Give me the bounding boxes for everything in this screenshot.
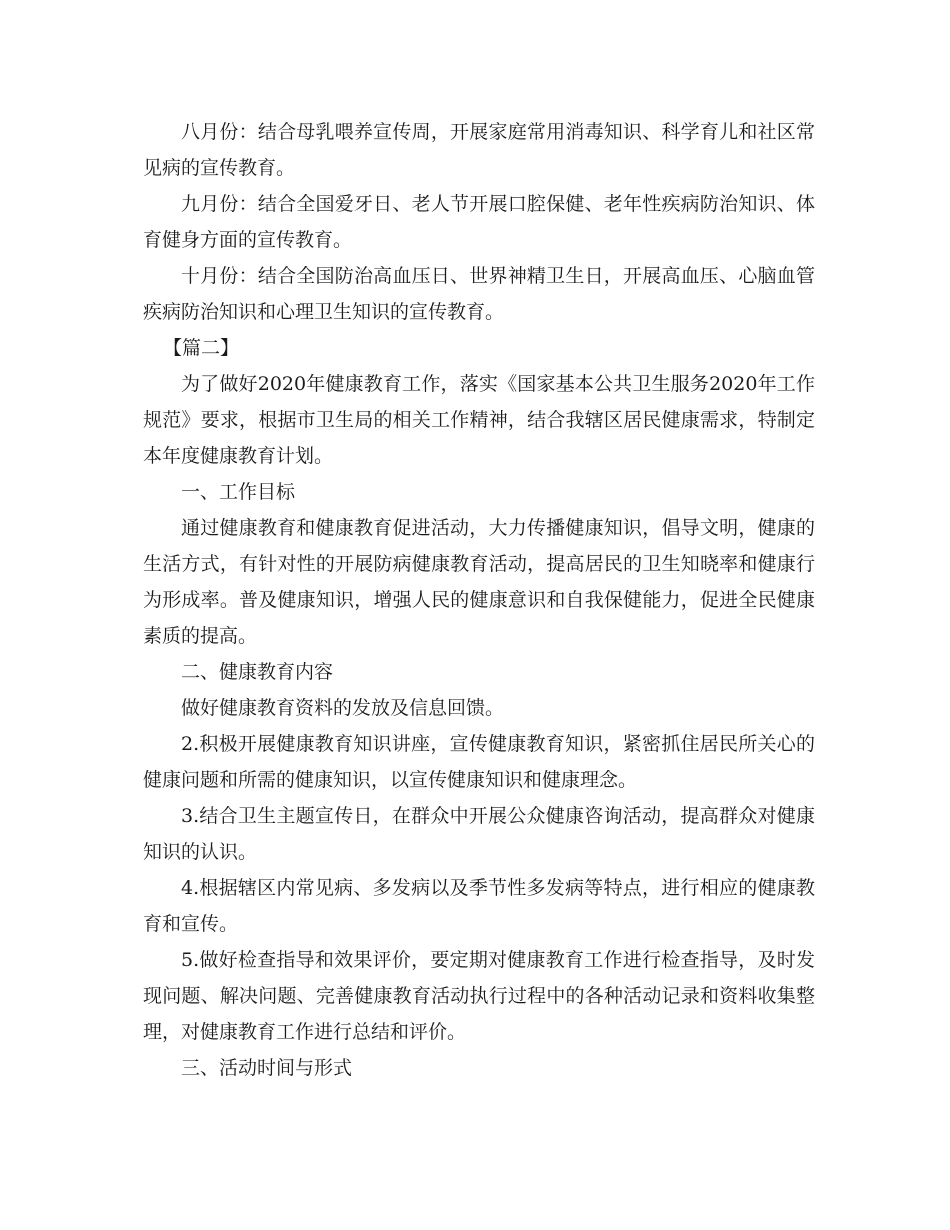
paragraph-item-2: 2.积极开展健康教育知识讲座，宣传健康教育知识，紧密抓住居民所关心的健康问题和所需的健康知识，以宣传健康知识和健康理念。 xyxy=(143,733,815,791)
document-body xyxy=(143,114,815,1086)
paragraph-october: 十月份：结合全国防治高血压日、世界神精卫生日，开展高血压、心脑血管疾病防治知识和心理卫生知识的宣传教育。 xyxy=(143,265,815,323)
paragraph-work-goals: 通过健康教育和健康教育促进活动，大力传播健康知识，倡导文明，健康的生活方式，有针对性的开展防病健康教育活动，提高居民的卫生知晓率和健康行为形成率。普及健康知识，增强人民的健康意识和自我保健能力，促进全民健康素质的提高。 xyxy=(143,517,815,647)
paragraph-item-1: 做好健康教育资料的发放及信息回馈。 xyxy=(181,697,505,719)
paragraph-item-5: 5.做好检查指导和效果评价，要定期对健康教育工作进行检查指导，及时发现问题、解决问题、完善健康教育活动执行过程中的各种活动记录和资料收集整理，对健康教育工作进行总结和评价。 xyxy=(143,949,815,1043)
heading-education-content: 二、健康教育内容 xyxy=(181,661,334,683)
paragraph-item-3: 3.结合卫生主题宣传日，在群众中开展公众健康咨询活动，提高群众对健康知识的认识。 xyxy=(143,805,815,863)
paragraph-intro: 为了做好2020年健康教育工作，落实《国家基本公共卫生服务2020年工作规范》要求，根据市卫生局的相关工作精神，结合我辖区居民健康需求，特制定本年度健康教育计划。 xyxy=(143,373,815,467)
paragraph-item-4: 4.根据辖区内常见病、多发病以及季节性多发病等特点，进行相应的健康教育和宣传。 xyxy=(143,877,815,935)
heading-activity-time-form: 三、活动时间与形式 xyxy=(181,1057,353,1079)
paragraph-august: 八月份：结合母乳喂养宣传周，开展家庭常用消毒知识、科学育儿和社区常见病的宣传教育。 xyxy=(143,121,815,179)
section-title-part-two: 【篇二】 xyxy=(163,337,240,359)
heading-work-goals: 一、工作目标 xyxy=(181,481,296,503)
paragraph-september: 九月份：结合全国爱牙日、老人节开展口腔保健、老年性疾病防治知识、体育健身方面的宣传教育。 xyxy=(143,193,815,251)
